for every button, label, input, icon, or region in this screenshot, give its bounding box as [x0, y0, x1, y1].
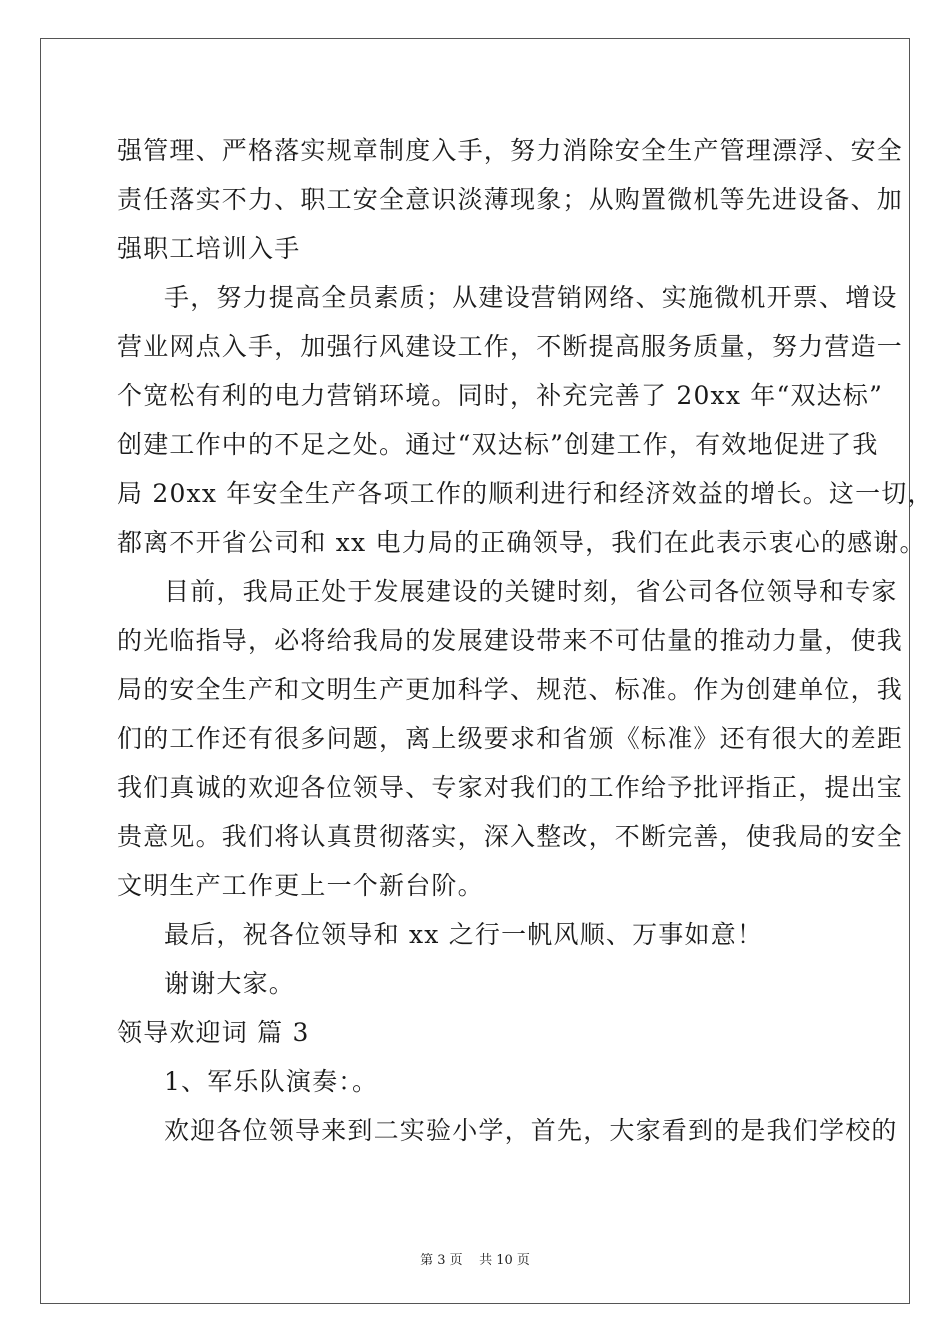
- text-line: 的光临指导，必将给我局的发展建设带来不可估量的推动力量，使我: [117, 626, 904, 655]
- page-footer: 第 3 页 共 10 页: [420, 1253, 530, 1268]
- text-line: 强职工培训入手: [117, 234, 301, 263]
- text-line: 局的安全生产和文明生产更加科学、规范、标准。作为创建单位，我: [117, 675, 904, 704]
- section-heading: 领导欢迎词 篇 3: [117, 1018, 310, 1047]
- page-border: [40, 38, 910, 1304]
- paragraph-start-line: 欢迎各位领导来到二实验小学，首先，大家看到的是我们学校的: [164, 1116, 898, 1145]
- text-line: 营业网点入手，加强行风建设工作，不断提高服务质量，努力营造一: [117, 332, 904, 361]
- paragraph-start-line: 最后，祝各位领导和 xx 之行一帆风顺、万事如意！: [164, 920, 764, 949]
- text-line: 局 20xx 年安全生产各项工作的顺利进行和经济效益的增长。这一切，: [117, 479, 934, 508]
- paragraph-start-line: 手，努力提高全员素质；从建设营销网络、实施微机开票、增设: [164, 283, 898, 312]
- text-line: 个宽松有利的电力营销环境。同时，补充完善了 20xx 年“双达标”: [117, 381, 884, 410]
- text-line: 都离不开省公司和 xx 电力局的正确领导，我们在此表示衷心的感谢。: [117, 528, 926, 557]
- paragraph-start-line: 目前，我局正处于发展建设的关键时刻，省公司各位领导和专家: [164, 577, 898, 606]
- text-line: 们的工作还有很多问题，离上级要求和省颁《标准》还有很大的差距: [117, 724, 904, 753]
- text-line: 贵意见。我们将认真贯彻落实，深入整改，不断完善，使我局的安全: [117, 822, 904, 851]
- text-line: 我们真诚的欢迎各位领导、专家对我们的工作给予批评指正，提出宝: [117, 773, 904, 802]
- list-item: 1、军乐队演奏：。: [164, 1067, 379, 1096]
- text-line: 文明生产工作更上一个新台阶。: [117, 871, 484, 900]
- text-line: 责任落实不力、职工安全意识淡薄现象；从购置微机等先进设备、加: [117, 185, 904, 214]
- text-line: 强管理、严格落实规章制度入手，努力消除安全生产管理漂浮、安全: [117, 136, 904, 165]
- text-line: 创建工作中的不足之处。通过“双达标”创建工作，有效地促进了我: [117, 430, 879, 459]
- paragraph-start-line: 谢谢大家。: [164, 969, 296, 998]
